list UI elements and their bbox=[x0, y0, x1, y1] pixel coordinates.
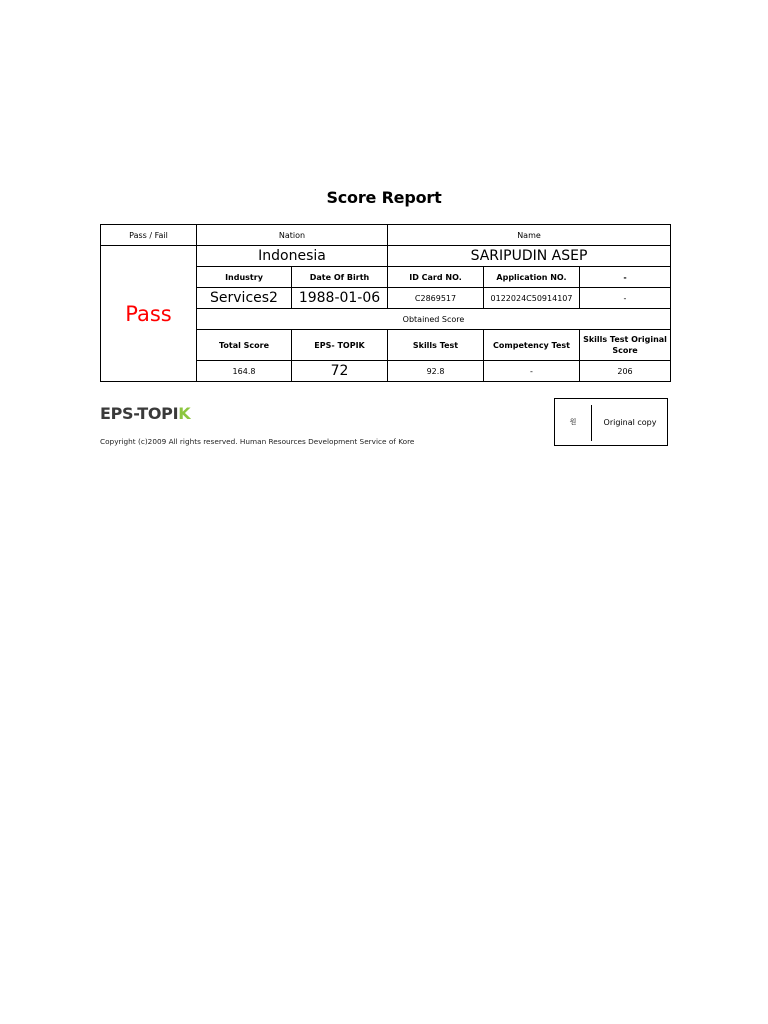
industry-value: Services2 bbox=[197, 288, 292, 309]
nation-header: Nation bbox=[197, 225, 388, 246]
eps-topik-logo bbox=[100, 404, 190, 423]
pass-fail-result: Pass bbox=[101, 246, 197, 382]
nation-value: Indonesia bbox=[197, 246, 388, 267]
obtained-score-label: Obtained Score bbox=[197, 309, 671, 330]
total-score-value: 164.8 bbox=[197, 361, 292, 382]
name-header: Name bbox=[388, 225, 671, 246]
logo-text: EPS-TOPI bbox=[100, 404, 179, 423]
nation-name-row bbox=[101, 246, 671, 267]
application-value: 0122024C50914107 bbox=[484, 288, 580, 309]
competency-test-label: Competency Test bbox=[484, 330, 580, 361]
original-copy-stamp bbox=[554, 398, 668, 446]
eps-topik-value: 72 bbox=[292, 361, 388, 382]
skills-original-value: 206 bbox=[580, 361, 671, 382]
extra-value: - bbox=[580, 288, 671, 309]
pass-fail-header: Pass / Fail bbox=[101, 225, 197, 246]
total-score-label: Total Score bbox=[197, 330, 292, 361]
skills-test-value: 92.8 bbox=[388, 361, 484, 382]
page-title: Score Report bbox=[326, 188, 442, 207]
header-row bbox=[101, 225, 671, 246]
stamp-text: Original copy bbox=[603, 417, 657, 427]
score-report-table bbox=[100, 224, 671, 382]
skills-original-label: Skills Test Original Score bbox=[580, 330, 671, 361]
stamp-mark: 원 bbox=[569, 418, 577, 426]
logo-accent: K bbox=[178, 404, 191, 423]
application-label: Application NO. bbox=[484, 267, 580, 288]
copyright-text: Copyright (c)2009 All rights reserved. Human Resources Development Service of Kore bbox=[100, 437, 415, 446]
id-card-label: ID Card NO. bbox=[388, 267, 484, 288]
industry-label: Industry bbox=[197, 267, 292, 288]
dob-value: 1988-01-06 bbox=[292, 288, 388, 309]
id-card-value: C2869517 bbox=[388, 288, 484, 309]
competency-test-value: - bbox=[484, 361, 580, 382]
extra-label: - bbox=[580, 267, 671, 288]
skills-test-label: Skills Test bbox=[388, 330, 484, 361]
dob-label: Date Of Birth bbox=[292, 267, 388, 288]
name-value: SARIPUDIN ASEP bbox=[388, 246, 671, 267]
eps-topik-label: EPS- TOPIK bbox=[292, 330, 388, 361]
